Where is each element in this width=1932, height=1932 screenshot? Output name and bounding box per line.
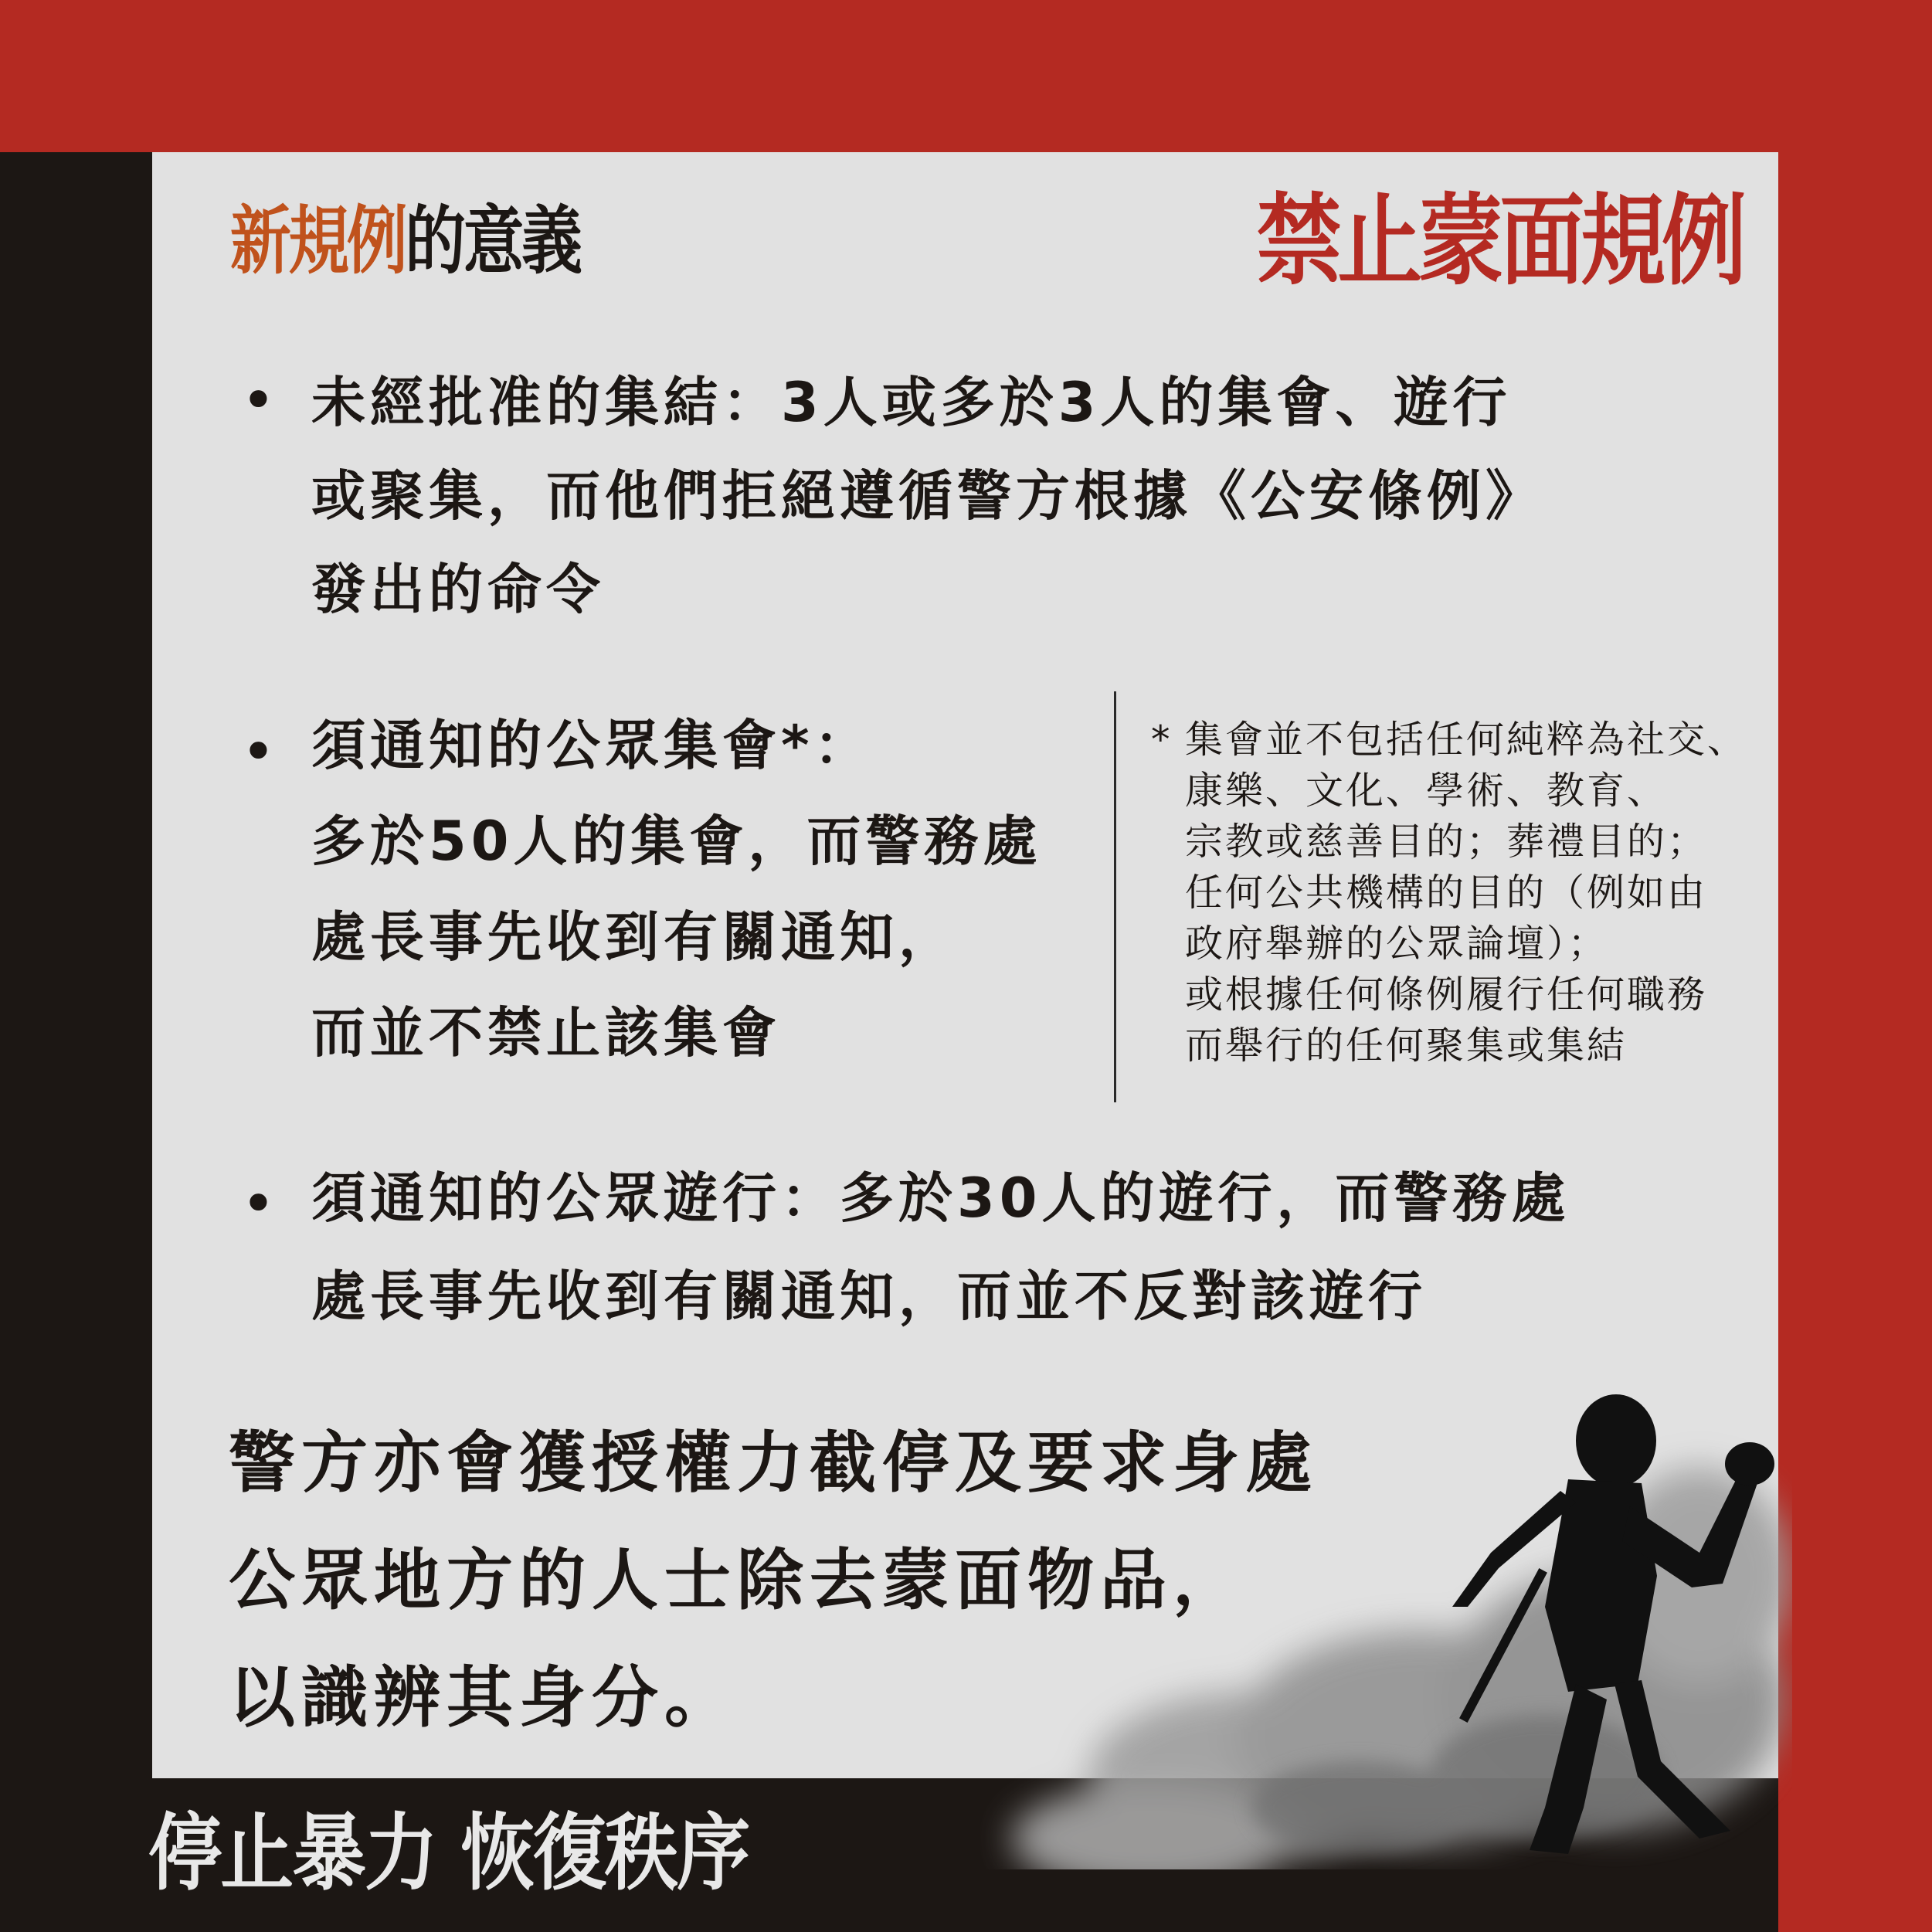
footnote-marker: * (1151, 718, 1173, 762)
closing-line: 以識辨其身分。 (229, 1659, 737, 1737)
slogan: 停止暴力 恢復秩序 (148, 1805, 749, 1902)
regulation-title: 禁止蒙面規例 (1256, 184, 1743, 299)
bullet-icon: • (241, 365, 276, 434)
section-title-rest: 的意義 (405, 198, 580, 284)
footnote-line: 集會並不包括任何純粹為社交、 (1185, 718, 1748, 762)
definition-line: 而並不禁止該集會 (311, 1001, 781, 1064)
bullet-icon: • (241, 1169, 276, 1238)
definition-line: 須通知的公眾遊行：多於30人的遊行，而警務處 (311, 1166, 1570, 1230)
bullet-icon: • (241, 717, 276, 786)
closing-statement (229, 1404, 1318, 1757)
left-dark-band (0, 152, 152, 1932)
section-title (230, 197, 580, 286)
closing-line: 警方亦會獲授權力截停及要求身處 (229, 1424, 1318, 1502)
closing-line: 公眾地方的人士除去蒙面物品， (229, 1542, 1245, 1619)
unauthorized-assembly-definition (311, 356, 1544, 637)
top-red-band (0, 0, 1932, 152)
definition-line: 處長事先收到有關通知，而並不反對該遊行 (311, 1265, 1427, 1328)
footnote-line: 任何公共機構的目的（例如由 (1185, 871, 1708, 915)
definition-line: 須通知的公眾集會*： (311, 714, 873, 777)
definition-line: 多於50人的集會，而警務處 (311, 810, 1042, 873)
footnote-line: 康樂、文化、學術、教育、 (1185, 769, 1668, 813)
definition-line: 或聚集，而他們拒絕遵循警方根據《公安條例》 (311, 464, 1544, 528)
notified-procession-definition (311, 1149, 1570, 1346)
notified-public-meeting-definition (311, 698, 1041, 1081)
footnote-line: 政府舉辦的公眾論壇）； (1185, 922, 1608, 966)
footnote-divider (1114, 691, 1116, 1102)
definition-line: 發出的命令 (311, 558, 605, 621)
footnote-line: 或根據任何條例履行任何職務 (1185, 973, 1708, 1017)
footnote-line: 宗教或慈善目的；葬禮目的； (1185, 820, 1708, 864)
footnote-line: 而舉行的任何聚集或集結 (1185, 1024, 1628, 1068)
definition-line: 未經批准的集結：3人或多於3人的集會、遊行 (311, 371, 1512, 434)
definition-line: 處長事先收到有關通知， (311, 905, 957, 969)
right-red-band (1778, 152, 1932, 1932)
section-title-accent: 新規例 (230, 198, 406, 284)
